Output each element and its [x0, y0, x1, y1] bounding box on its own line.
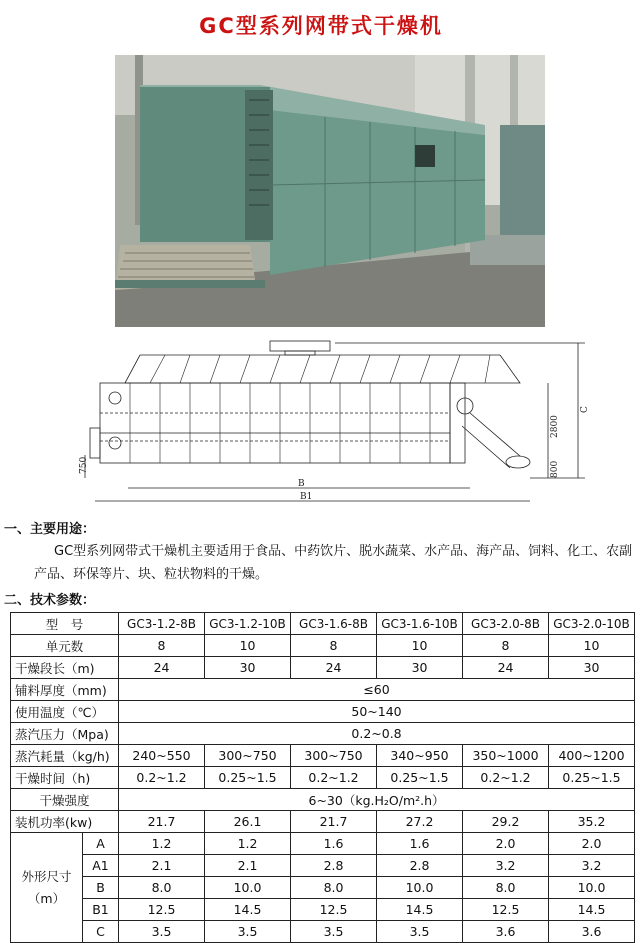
- table-cell: 8: [291, 635, 377, 657]
- table-row: [11, 723, 635, 745]
- table-cell: 10: [377, 635, 463, 657]
- dim-key: C: [83, 921, 119, 943]
- table-row: [11, 789, 635, 811]
- table-cell: 8.0: [463, 877, 549, 899]
- dim-key: B1: [83, 899, 119, 921]
- table-cell: 10.0: [377, 877, 463, 899]
- table-cell: 24: [291, 657, 377, 679]
- table-cell: 12.5: [119, 899, 205, 921]
- model-header: GC3-2.0-10B: [549, 613, 635, 635]
- table-cell: 27.2: [377, 811, 463, 833]
- table-cell: 300~750: [291, 745, 377, 767]
- dims-label-line-1: 外形尺寸: [21, 868, 72, 884]
- table-cell: 3.5: [377, 921, 463, 943]
- table-cell: 26.1: [205, 811, 291, 833]
- table-cell: 1.6: [291, 833, 377, 855]
- dim-b: B: [298, 479, 305, 489]
- table-cell: 8.0: [291, 877, 377, 899]
- table-row: [11, 613, 635, 635]
- table-cell: 2.1: [119, 855, 205, 877]
- table-cell: 0.2~1.2: [119, 767, 205, 789]
- dim-key: B: [83, 877, 119, 899]
- table-row: [11, 767, 635, 789]
- table-cell: 0.25~1.5: [377, 767, 463, 789]
- table-cell: 3.6: [463, 921, 549, 943]
- model-header: GC3-2.0-8B: [463, 613, 549, 635]
- model-header: GC3-1.2-10B: [205, 613, 291, 635]
- dim-key: A1: [83, 855, 119, 877]
- table-cell: 2.0: [549, 833, 635, 855]
- table-cell: 3.2: [463, 855, 549, 877]
- table-cell: 8: [463, 635, 549, 657]
- table-cell: 3.5: [119, 921, 205, 943]
- table-cell-merged: 50~140: [119, 701, 635, 723]
- table-cell: 1.6: [377, 833, 463, 855]
- table-cell: 14.5: [377, 899, 463, 921]
- table-cell: 2.1: [205, 855, 291, 877]
- table-cell: 1.2: [119, 833, 205, 855]
- table-cell: 0.2~1.2: [463, 767, 549, 789]
- table-cell: 0.25~1.5: [205, 767, 291, 789]
- table-cell: 10: [205, 635, 291, 657]
- table-row: [11, 899, 635, 921]
- dim-c: C: [580, 406, 590, 413]
- table-cell: 12.5: [291, 899, 377, 921]
- dims-label-line-2: （m）: [27, 890, 66, 906]
- table-row: [11, 679, 635, 701]
- table-cell: 400~1200: [549, 745, 635, 767]
- table-cell: 3.2: [549, 855, 635, 877]
- table-cell: 3.5: [291, 921, 377, 943]
- dims-label: [11, 833, 83, 943]
- table-cell: 10.0: [205, 877, 291, 899]
- row-label: 干燥段长（m): [11, 657, 119, 679]
- row-label: 蒸汽压力（Mpa): [11, 723, 119, 745]
- table-cell: 0.25~1.5: [549, 767, 635, 789]
- table-cell-merged: 6~30（kg.H₂O/m².h）: [119, 789, 635, 811]
- usage-line-1: GC型系列网带式干燥机主要适用于食品、中药饮片、脱水蔬菜、水产品、海产品、饲料、化工、农副: [54, 544, 633, 559]
- table-row: [11, 921, 635, 943]
- table-cell: 3.6: [549, 921, 635, 943]
- table-cell: 30: [205, 657, 291, 679]
- section-heading-usage: 一、主要用途：: [4, 522, 96, 537]
- dim-b1: B1: [300, 492, 313, 502]
- table-cell: 2.8: [377, 855, 463, 877]
- table-cell: 300~750: [205, 745, 291, 767]
- page-title: GC型系列网带式干燥机: [199, 14, 443, 38]
- dim-key: A: [83, 833, 119, 855]
- dim-2800: 2800: [550, 415, 560, 438]
- table-row: [11, 855, 635, 877]
- table-cell: 2.8: [291, 855, 377, 877]
- row-label: 使用温度（℃）: [11, 701, 119, 723]
- table-cell-merged: ≤60: [119, 679, 635, 701]
- row-label: 装机功率(kw): [11, 811, 119, 833]
- model-label: 型 号: [11, 613, 119, 635]
- table-cell-merged: 0.2~0.8: [119, 723, 635, 745]
- table-cell: 30: [377, 657, 463, 679]
- table-cell: 1.2: [205, 833, 291, 855]
- table-cell: 240~550: [119, 745, 205, 767]
- table-cell: 21.7: [119, 811, 205, 833]
- table-row: [11, 833, 635, 855]
- table-cell: 35.2: [549, 811, 635, 833]
- row-label: 干燥时间（h): [11, 767, 119, 789]
- dimension-drawing: [79, 338, 600, 510]
- row-label: 蒸汽耗量（kg/h): [11, 745, 119, 767]
- row-label: 单元数: [11, 635, 119, 657]
- table-row: [11, 701, 635, 723]
- model-header: GC3-1.6-10B: [377, 613, 463, 635]
- table-cell: 14.5: [549, 899, 635, 921]
- table-cell: 10: [549, 635, 635, 657]
- table-cell: 2.0: [463, 833, 549, 855]
- table-cell: 3.5: [205, 921, 291, 943]
- table-cell: 8: [119, 635, 205, 657]
- table-row: [11, 657, 635, 679]
- table-cell: 24: [463, 657, 549, 679]
- section-heading-specs: 二、技术参数：: [4, 593, 96, 608]
- table-cell: 10.0: [549, 877, 635, 899]
- table-cell: 29.2: [463, 811, 549, 833]
- spec-table: [10, 612, 635, 943]
- table-cell: 8.0: [119, 877, 205, 899]
- table-cell: 350~1000: [463, 745, 549, 767]
- table-cell: 30: [549, 657, 635, 679]
- table-row: [11, 635, 635, 657]
- table-cell: 24: [119, 657, 205, 679]
- dim-800: 800: [550, 460, 560, 478]
- table-cell: 0.2~1.2: [291, 767, 377, 789]
- table-row: [11, 811, 635, 833]
- table-cell: 21.7: [291, 811, 377, 833]
- machine-photo: [115, 55, 545, 327]
- row-label: 干燥强度: [11, 789, 119, 811]
- model-header: GC3-1.2-8B: [119, 613, 205, 635]
- row-label: 铺料厚度（mm): [11, 679, 119, 701]
- table-cell: 14.5: [205, 899, 291, 921]
- table-row: [11, 877, 635, 899]
- table-cell: 340~950: [377, 745, 463, 767]
- table-cell: 12.5: [463, 899, 549, 921]
- usage-line-2: 产品、环保等片、块、粒状物料的干燥。: [34, 567, 269, 582]
- dim-750: 750: [79, 456, 89, 474]
- model-header: GC3-1.6-8B: [291, 613, 377, 635]
- table-row: [11, 745, 635, 767]
